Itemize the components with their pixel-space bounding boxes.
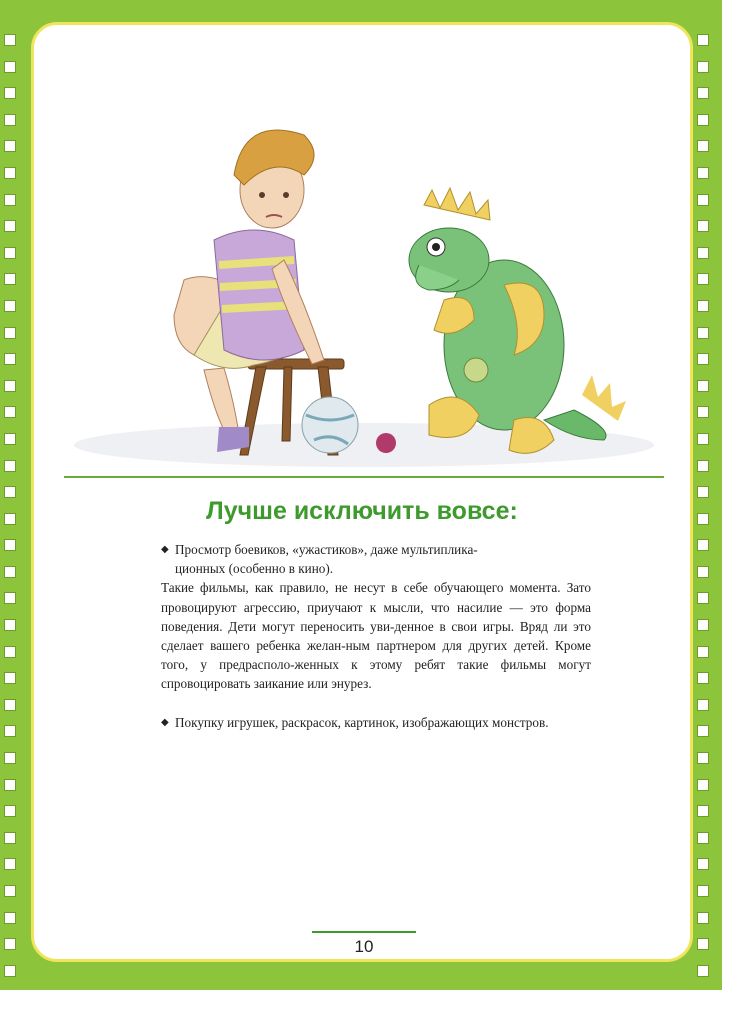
- binding-hole: [4, 539, 16, 551]
- binding-hole: [697, 433, 709, 445]
- binding-hole: [4, 460, 16, 472]
- binding-hole: [697, 699, 709, 711]
- binding-hole: [4, 353, 16, 365]
- binding-hole: [4, 592, 16, 604]
- text-content: [161, 540, 591, 732]
- binding-hole: [697, 220, 709, 232]
- binding-hole: [4, 752, 16, 764]
- binding-hole: [4, 34, 16, 46]
- binding-hole: [697, 779, 709, 791]
- binding-hole: [697, 672, 709, 684]
- binding-hole: [4, 646, 16, 658]
- binding-hole: [4, 832, 16, 844]
- binding-hole: [697, 513, 709, 525]
- paragraph: Такие фильмы, как правило, не несут в себе обучающего момента. Зато провоцируют агрессию, приучают к мысли, что насилие — это форма поведения. Дети могут переносить уви-денное в свои игры. Вряд ли это сделает вашего ребенка желан-ным партнером для других детей. Кроме того, у предрасполо-женных к этому ребят такие фильмы могут спровоцировать заикание или энурез.: [161, 580, 591, 692]
- binding-hole: [697, 300, 709, 312]
- small-ball: [376, 433, 396, 453]
- binding-hole: [4, 912, 16, 924]
- binding-hole: [4, 194, 16, 206]
- binding-hole: [697, 167, 709, 179]
- binding-hole: [697, 885, 709, 897]
- binding-hole: [697, 87, 709, 99]
- binding-hole: [697, 858, 709, 870]
- binding-holes-right: [697, 34, 711, 991]
- binding-hole: [697, 61, 709, 73]
- binding-hole: [4, 938, 16, 950]
- binding-hole: [697, 938, 709, 950]
- binding-hole: [697, 805, 709, 817]
- binding-hole: [4, 220, 16, 232]
- page-number-rule: [312, 931, 416, 933]
- binding-hole: [697, 912, 709, 924]
- boy-and-dragon-illustration: [34, 25, 690, 485]
- dragon: [409, 188, 626, 453]
- binding-hole: [4, 87, 16, 99]
- binding-hole: [4, 300, 16, 312]
- binding-hole: [697, 380, 709, 392]
- binding-hole: [4, 433, 16, 445]
- binding-hole: [697, 406, 709, 418]
- binding-hole: [697, 566, 709, 578]
- page-sheet: [31, 22, 693, 962]
- binding-hole: [4, 114, 16, 126]
- binding-hole: [4, 273, 16, 285]
- ball: [302, 397, 358, 453]
- bullet-diamond-icon: ◆: [161, 716, 169, 728]
- binding-hole: [697, 194, 709, 206]
- binding-hole: [4, 699, 16, 711]
- binding-hole: [4, 140, 16, 152]
- binding-hole: [4, 513, 16, 525]
- binding-hole: [697, 646, 709, 658]
- binding-hole: [4, 566, 16, 578]
- binding-hole: [4, 672, 16, 684]
- binding-hole: [697, 353, 709, 365]
- binding-hole: [4, 406, 16, 418]
- binding-hole: [4, 486, 16, 498]
- bullet-diamond-icon: ◆: [161, 544, 169, 555]
- bullet-item: [161, 540, 591, 578]
- binding-hole: [4, 885, 16, 897]
- bullet-text: Покупку игрушек, раскрасок, картинок, изображающих монстров.: [175, 714, 549, 730]
- binding-hole: [4, 61, 16, 73]
- binding-hole: [697, 247, 709, 259]
- binding-hole: [697, 619, 709, 631]
- binding-hole: [697, 273, 709, 285]
- divider-rule: [64, 476, 664, 478]
- binding-hole: [4, 805, 16, 817]
- page-number: 10: [354, 937, 374, 956]
- binding-hole: [697, 965, 709, 977]
- binding-hole: [697, 34, 709, 46]
- binding-hole: [697, 832, 709, 844]
- binding-hole: [697, 140, 709, 152]
- binding-hole: [4, 779, 16, 791]
- binding-holes-left: [4, 34, 18, 991]
- binding-hole: [697, 486, 709, 498]
- binding-hole: [697, 460, 709, 472]
- binding-hole: [697, 592, 709, 604]
- binding-hole: [697, 752, 709, 764]
- binding-hole: [697, 327, 709, 339]
- binding-hole: [697, 539, 709, 551]
- binding-hole: [697, 114, 709, 126]
- binding-hole: [4, 965, 16, 977]
- binding-hole: [4, 725, 16, 737]
- binding-hole: [4, 167, 16, 179]
- binding-hole: [4, 380, 16, 392]
- binding-hole: [4, 858, 16, 870]
- bullet-item: [161, 713, 591, 732]
- section-heading: Лучше исключить вовсе:: [206, 497, 518, 525]
- binding-hole: [697, 725, 709, 737]
- binding-hole: [4, 327, 16, 339]
- binding-hole: [4, 247, 16, 259]
- binding-hole: [4, 619, 16, 631]
- bullet-text: Просмотр боевиков, «ужастиков», даже мультиплика- ционных (особенно в кино).: [175, 542, 478, 577]
